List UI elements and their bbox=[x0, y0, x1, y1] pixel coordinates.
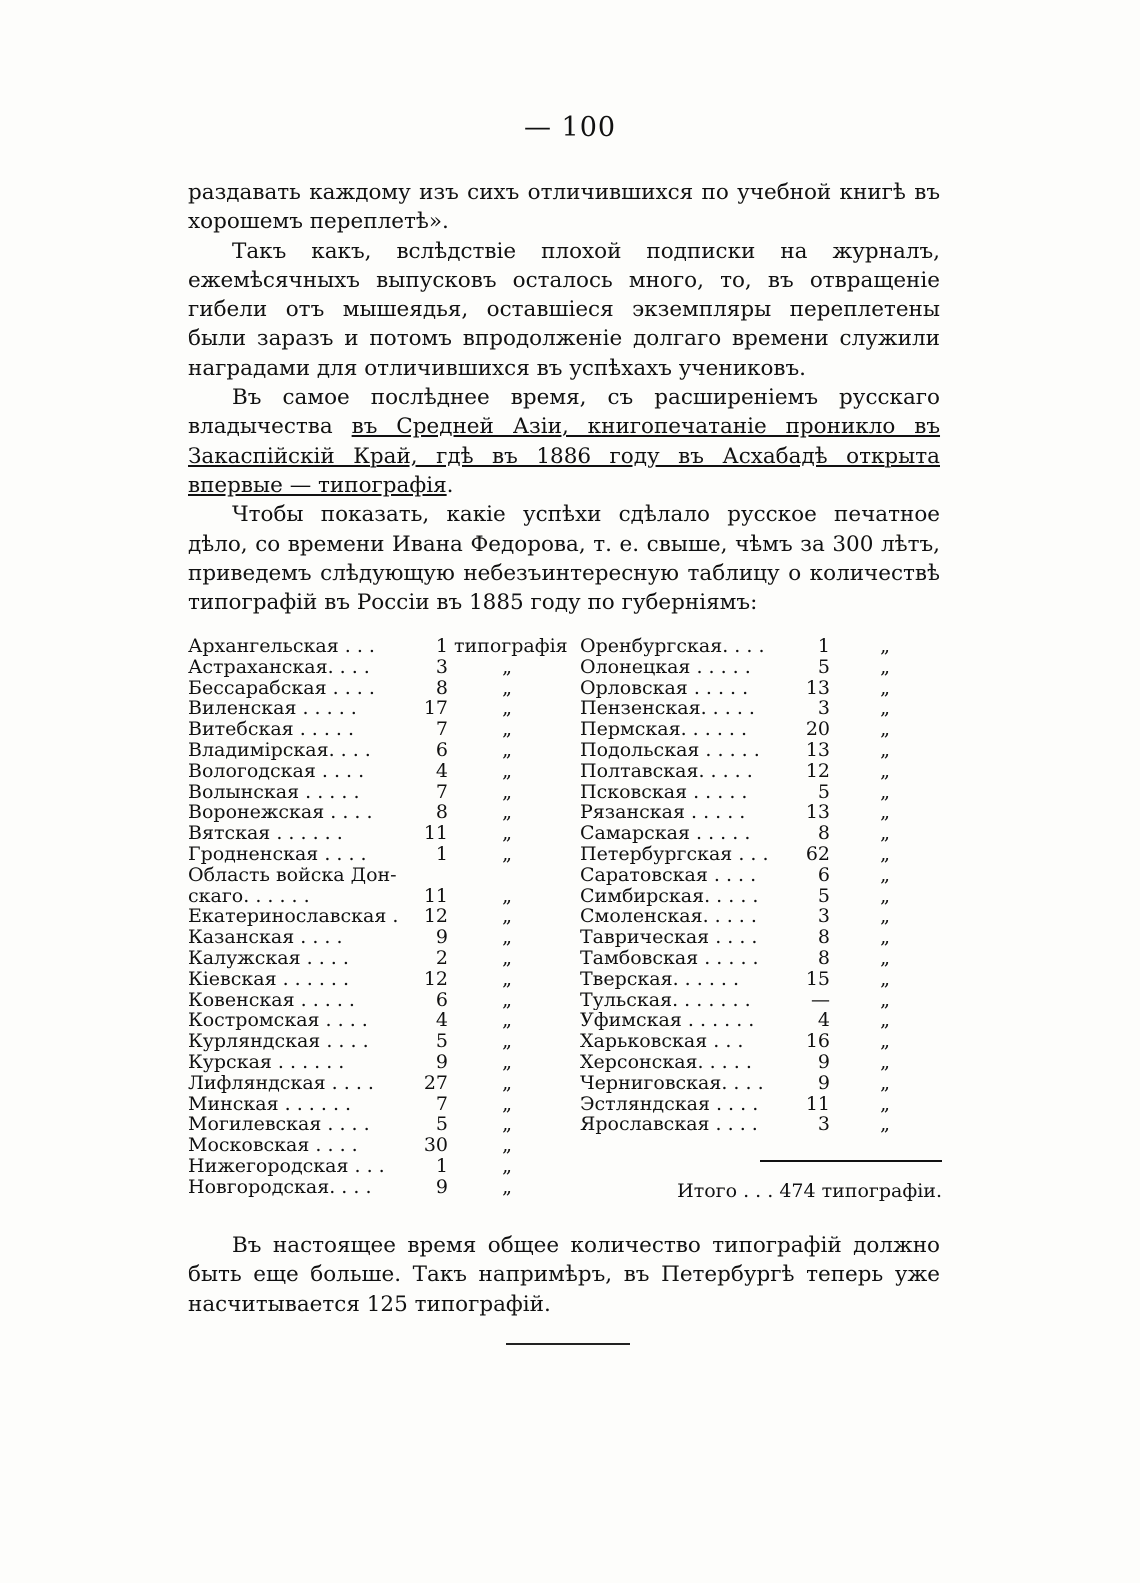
table-cell-num: 16 bbox=[805, 1030, 830, 1053]
table-cell-unit: „ bbox=[880, 738, 890, 761]
table-cell-num: 17 bbox=[423, 697, 448, 720]
table-row bbox=[580, 719, 940, 740]
table-cell-num: 1 bbox=[817, 635, 830, 657]
table-cell-num: 6 bbox=[435, 738, 448, 761]
table-row bbox=[188, 906, 560, 927]
table-cell-name: Херсонская. . . . . bbox=[580, 1051, 752, 1073]
table-cell-unit: „ bbox=[502, 780, 512, 803]
table-cell-name: Владимірская. . . . bbox=[188, 739, 371, 761]
table-cell-unit: „ bbox=[502, 946, 512, 969]
table-cell-unit: „ bbox=[502, 1175, 512, 1198]
table-cell-num: 13 bbox=[805, 801, 830, 824]
table-cell-unit: „ bbox=[880, 1030, 890, 1053]
table-cell-name: Екатеринославская . bbox=[188, 906, 399, 928]
paragraph-2: Такъ какъ, вслѣдствіе плохой подписки на журналъ, ежемѣсячныхъ выпусковъ осталось много, то, въ отвращеніе гибели отъ мышеядья, оставшіеся экземпляры переплетены были заразъ и потомъ впродолженіе долгаго времени служили наградами для отличившихся въ успѣхахъ учениковъ. bbox=[188, 238, 940, 381]
table-cell-name: Рязанская . . . . . bbox=[580, 802, 746, 824]
table-cell-unit: „ bbox=[880, 1113, 890, 1136]
table-cell-num: 15 bbox=[805, 967, 830, 990]
table-cell-unit: „ bbox=[502, 759, 512, 782]
table-cell-unit: „ bbox=[502, 738, 512, 761]
table-cell-name: Минская . . . . . . bbox=[188, 1093, 352, 1115]
table-cell-num: 9 bbox=[435, 1050, 448, 1073]
table-cell-name: Архангельская . . . bbox=[188, 636, 375, 657]
table-cell-name: Гродненская . . . . bbox=[188, 843, 367, 865]
table-cell-num: 6 bbox=[817, 863, 830, 886]
paragraph-4: Чтобы показать, какіе успѣхи сдѣлало русское печатное дѣло, со времени Ивана Федорова, т. е. свыше, чѣмъ за 300 лѣтъ, приведемъ слѣдующую небезъинтересную таблицу о количествѣ типографій въ Россіи въ 1885 году по губерніямъ: bbox=[188, 502, 940, 616]
table-cell-name: Лифляндская . . . . bbox=[188, 1072, 374, 1094]
table-cell-unit: „ bbox=[502, 1050, 512, 1073]
table-cell-unit: „ bbox=[880, 780, 890, 803]
table-cell-num: 7 bbox=[435, 780, 448, 803]
table-cell-num: 3 bbox=[817, 1113, 830, 1136]
table-cell-unit: „ bbox=[880, 967, 890, 990]
table-row bbox=[580, 740, 940, 761]
table-cell-unit: „ bbox=[880, 863, 890, 886]
table-cell-num: 8 bbox=[817, 926, 830, 949]
table-cell-unit: „ bbox=[880, 676, 890, 699]
table-cell-num: 7 bbox=[435, 718, 448, 741]
table-cell-num: 27 bbox=[423, 1071, 448, 1094]
page-number: — 100 bbox=[523, 112, 617, 143]
underlined-passage: въ Средней Азіи, книгопечатаніе проникло въ Закаспійскій Край, гдѣ въ 1886 году въ Асхабадѣ открыта впервые — типографія bbox=[188, 414, 941, 498]
table-row bbox=[188, 1094, 560, 1115]
table-cell-num: 11 bbox=[805, 1092, 830, 1115]
table-row bbox=[580, 678, 940, 699]
table-row bbox=[188, 657, 560, 678]
table-cell-num: 9 bbox=[435, 1175, 448, 1198]
table-cell-unit: „ bbox=[502, 1071, 512, 1094]
table-cell-name: Московская . . . . bbox=[188, 1135, 358, 1156]
table-cell-num: 5 bbox=[817, 780, 830, 803]
table-cell-unit: „ bbox=[502, 1154, 512, 1177]
table-cell-name: Казанская . . . . bbox=[188, 927, 343, 948]
table-row bbox=[580, 927, 940, 948]
table-cell-name: Костромская . . . . bbox=[188, 1010, 368, 1032]
typography-table-right bbox=[580, 636, 940, 1135]
table-cell-num: 1 bbox=[435, 635, 448, 657]
table-row bbox=[580, 1073, 940, 1094]
table-cell-name: Оренбургская. . . . bbox=[580, 636, 765, 657]
table-cell-name: Петербургская . . . bbox=[580, 843, 769, 865]
table-cell-name: Кіевская . . . . . . bbox=[188, 968, 350, 990]
table-cell-unit: „ bbox=[502, 718, 512, 741]
table-cell-name: Тамбовская . . . . . bbox=[580, 947, 759, 969]
table-cell-name: скаго. . . . . . bbox=[188, 885, 310, 907]
table-row bbox=[188, 1073, 560, 1094]
end-rule bbox=[506, 1343, 630, 1345]
table-cell-unit: „ bbox=[880, 1050, 890, 1073]
table-cell-name: Олонецкая . . . . . bbox=[580, 656, 751, 678]
table-cell-num bbox=[400, 865, 448, 886]
table-cell-name: Уфимская . . . . . . bbox=[580, 1010, 755, 1032]
table-cell-num: 5 bbox=[817, 884, 830, 907]
table-cell-num: 8 bbox=[817, 946, 830, 969]
table-row bbox=[580, 1114, 940, 1135]
table-row bbox=[188, 969, 560, 990]
table-cell-unit: „ bbox=[880, 1009, 890, 1032]
body-text bbox=[188, 178, 940, 617]
table-cell-num: 12 bbox=[423, 905, 448, 928]
table-cell-unit: „ bbox=[880, 926, 890, 949]
table-cell-name: Тверская. . . . . . bbox=[580, 968, 740, 990]
table-cell-name: Пензенская. . . . . bbox=[580, 698, 755, 720]
table-cell-unit: „ bbox=[502, 676, 512, 699]
table-cell-num: 9 bbox=[817, 1050, 830, 1073]
table-cell-unit: „ bbox=[502, 801, 512, 824]
table-cell-name: Бессарабская . . . . bbox=[188, 677, 375, 699]
table-cell-name: Тульская. . . . . . . bbox=[580, 989, 751, 1011]
table-cell-unit: „ bbox=[880, 842, 890, 865]
table-row bbox=[188, 823, 560, 844]
table-cell-name: Область войска Дон- bbox=[188, 864, 397, 886]
table-cell-unit: типографія bbox=[454, 635, 568, 657]
table-cell-num: 3 bbox=[817, 905, 830, 928]
table-row bbox=[188, 1135, 560, 1156]
table-cell-name: Калужская . . . . bbox=[188, 947, 349, 969]
table-cell-unit: „ bbox=[502, 1092, 512, 1115]
table-cell-unit: „ bbox=[502, 697, 512, 720]
table-cell-name: Таврическая . . . . bbox=[580, 927, 758, 948]
table-cell-unit: „ bbox=[880, 884, 890, 907]
table-cell-name: Витебская . . . . . bbox=[188, 719, 355, 740]
table-cell-num: 5 bbox=[817, 655, 830, 678]
table-cell-name: Харьковская . . . bbox=[580, 1031, 744, 1052]
table-row bbox=[188, 886, 560, 907]
table-cell-num: 62 bbox=[805, 842, 830, 865]
table-row bbox=[188, 1052, 560, 1073]
table-cell-num: 3 bbox=[435, 655, 448, 678]
table-cell-unit: „ bbox=[880, 1092, 890, 1115]
table-cell-name: Самарская . . . . . bbox=[580, 823, 751, 844]
table-cell-num: 1 bbox=[435, 1154, 448, 1177]
table-cell-num: 8 bbox=[817, 822, 830, 845]
table-row bbox=[188, 990, 560, 1011]
table-cell-unit: „ bbox=[880, 635, 890, 657]
paragraph-3-start: Въ самое послѣднее время, съ расширеніемъ русскаго владычества bbox=[188, 385, 940, 440]
table-cell-num: 2 bbox=[435, 946, 448, 969]
table-cell-unit bbox=[448, 865, 560, 886]
table-row bbox=[188, 865, 560, 886]
table-cell-unit: „ bbox=[880, 697, 890, 720]
table-row bbox=[580, 990, 940, 1011]
table-row bbox=[188, 635, 568, 657]
table-cell-num: 9 bbox=[435, 926, 448, 949]
table-cell-num: 12 bbox=[805, 759, 830, 782]
table-cell-num: 20 bbox=[805, 718, 830, 741]
table-cell-num: 11 bbox=[423, 884, 448, 907]
table-cell-unit: „ bbox=[880, 822, 890, 845]
table-row bbox=[188, 1114, 560, 1135]
table-row bbox=[580, 1094, 940, 1115]
table-cell-num: — bbox=[811, 988, 830, 1011]
typography-table-left bbox=[188, 635, 568, 1198]
table-total: Итого . . . 474 типографіи. bbox=[677, 1180, 942, 1202]
table-cell-num: 4 bbox=[817, 1009, 830, 1032]
table-cell-unit: „ bbox=[502, 967, 512, 990]
table-cell-num: 3 bbox=[817, 697, 830, 720]
table-cell-num: 6 bbox=[435, 988, 448, 1011]
table-cell-num: 8 bbox=[435, 801, 448, 824]
table-row bbox=[580, 636, 940, 657]
table-cell-name: Черниговская. . . . bbox=[580, 1072, 764, 1094]
table-cell-num: 13 bbox=[805, 738, 830, 761]
table-cell-unit: „ bbox=[880, 655, 890, 678]
paragraph-1: раздавать каждому изъ сихъ отличившихся по учебной книгѣ въ хорошемъ переплетѣ». bbox=[188, 180, 940, 235]
table-row bbox=[580, 698, 940, 719]
table-row bbox=[188, 927, 560, 948]
paragraph-3 bbox=[188, 383, 940, 500]
table-cell-name: Воронежская . . . . bbox=[188, 802, 373, 824]
table-cell-unit: „ bbox=[502, 1134, 512, 1157]
total-rule bbox=[760, 1160, 942, 1162]
table-cell-num: 7 bbox=[435, 1092, 448, 1115]
table-cell-unit: „ bbox=[502, 905, 512, 928]
table-cell-name: Виленская . . . . . bbox=[188, 698, 357, 720]
table-cell-unit: „ bbox=[880, 946, 890, 969]
table-cell-name: Эстляндская . . . . bbox=[580, 1093, 759, 1115]
table-row bbox=[580, 969, 940, 990]
table-cell-num: 8 bbox=[435, 676, 448, 699]
table-row bbox=[188, 948, 560, 969]
table-row bbox=[580, 906, 940, 927]
table-cell-unit: „ bbox=[502, 988, 512, 1011]
table-row bbox=[580, 1052, 940, 1073]
table-cell-unit: „ bbox=[502, 842, 512, 865]
table-cell-unit: „ bbox=[880, 1071, 890, 1094]
table-cell-unit: „ bbox=[880, 801, 890, 824]
table-cell-num: 1 bbox=[435, 842, 448, 865]
table-cell-unit: „ bbox=[502, 822, 512, 845]
table-cell-unit: „ bbox=[502, 1113, 512, 1136]
table-cell-name: Полтавская. . . . . bbox=[580, 760, 753, 782]
table-cell-name: Могилевская . . . . bbox=[188, 1114, 370, 1136]
table-cell-name: Подольская . . . . . bbox=[580, 739, 760, 761]
table-row bbox=[188, 1010, 560, 1031]
table-cell-name: Вятская . . . . . . bbox=[188, 823, 343, 844]
table-row bbox=[580, 948, 940, 969]
table-row bbox=[188, 802, 560, 823]
closing-paragraph: Въ настоящее время общее количество типографій должно быть еще больше. Такъ напримѣръ, въ Петербургѣ теперь уже насчитывается 125 типографій. bbox=[188, 1233, 940, 1317]
table-cell-unit: „ bbox=[502, 1009, 512, 1032]
table-row bbox=[188, 698, 560, 719]
table-row bbox=[188, 1156, 560, 1177]
table-row bbox=[188, 1031, 560, 1052]
table-row bbox=[580, 657, 940, 678]
table-cell-num: 9 bbox=[817, 1071, 830, 1094]
table-cell-name: Нижегородская . . . bbox=[188, 1155, 385, 1177]
table-cell-name: Орловская . . . . . bbox=[580, 677, 749, 699]
table-row bbox=[188, 1177, 560, 1198]
table-cell-num: 12 bbox=[423, 967, 448, 990]
table-cell-name: Пермская. . . . . . bbox=[580, 719, 748, 740]
table-cell-name: Ковенская . . . . . bbox=[188, 989, 355, 1011]
table-row bbox=[580, 1031, 940, 1052]
table-cell-unit: „ bbox=[502, 655, 512, 678]
table-cell-name: Псковская . . . . . bbox=[580, 781, 748, 803]
table-cell-unit: „ bbox=[880, 988, 890, 1011]
table-cell-unit: „ bbox=[502, 1030, 512, 1053]
paragraph-3-end: . bbox=[446, 472, 454, 498]
table-cell-unit: „ bbox=[880, 759, 890, 782]
table-row bbox=[580, 886, 940, 907]
table-cell-num: 30 bbox=[423, 1134, 448, 1157]
table-cell-num: 4 bbox=[435, 1009, 448, 1032]
table-cell-name: Смоленская. . . . . bbox=[580, 906, 757, 928]
table-cell-name: Вологодская . . . . bbox=[188, 760, 365, 782]
table-cell-name: Новгородская. . . . bbox=[188, 1176, 372, 1198]
table-cell-num: 11 bbox=[423, 822, 448, 845]
table-cell-num: 13 bbox=[805, 676, 830, 699]
table-row bbox=[580, 844, 940, 865]
table-cell-name: Симбирская. . . . . bbox=[580, 885, 759, 907]
table-cell-name: Ярославская . . . . bbox=[580, 1114, 758, 1136]
table-row bbox=[188, 782, 560, 803]
table-cell-num: 5 bbox=[435, 1030, 448, 1053]
table-row bbox=[580, 823, 940, 844]
table-cell-unit: „ bbox=[880, 905, 890, 928]
table-row bbox=[188, 844, 560, 865]
table-row bbox=[580, 782, 940, 803]
table-cell-name: Волынская . . . . . bbox=[188, 781, 360, 803]
table-row bbox=[580, 802, 940, 823]
table-cell-name: Астраханская. . . . bbox=[188, 656, 370, 678]
table-row bbox=[188, 719, 560, 740]
table-cell-name: Саратовская . . . . bbox=[580, 864, 757, 886]
table-row bbox=[188, 740, 560, 761]
table-cell-unit: „ bbox=[502, 884, 512, 907]
table-cell-unit: „ bbox=[502, 926, 512, 949]
table-row bbox=[580, 1010, 940, 1031]
table-cell-unit: „ bbox=[880, 718, 890, 741]
table-row bbox=[580, 865, 940, 886]
table-cell-num: 5 bbox=[435, 1113, 448, 1136]
table-cell-num: 4 bbox=[435, 759, 448, 782]
table-cell-name: Курская . . . . . . bbox=[188, 1051, 345, 1073]
table-cell-name: Курляндская . . . . bbox=[188, 1031, 369, 1052]
table-row bbox=[580, 761, 940, 782]
table-row bbox=[188, 761, 560, 782]
table-row bbox=[188, 678, 560, 699]
